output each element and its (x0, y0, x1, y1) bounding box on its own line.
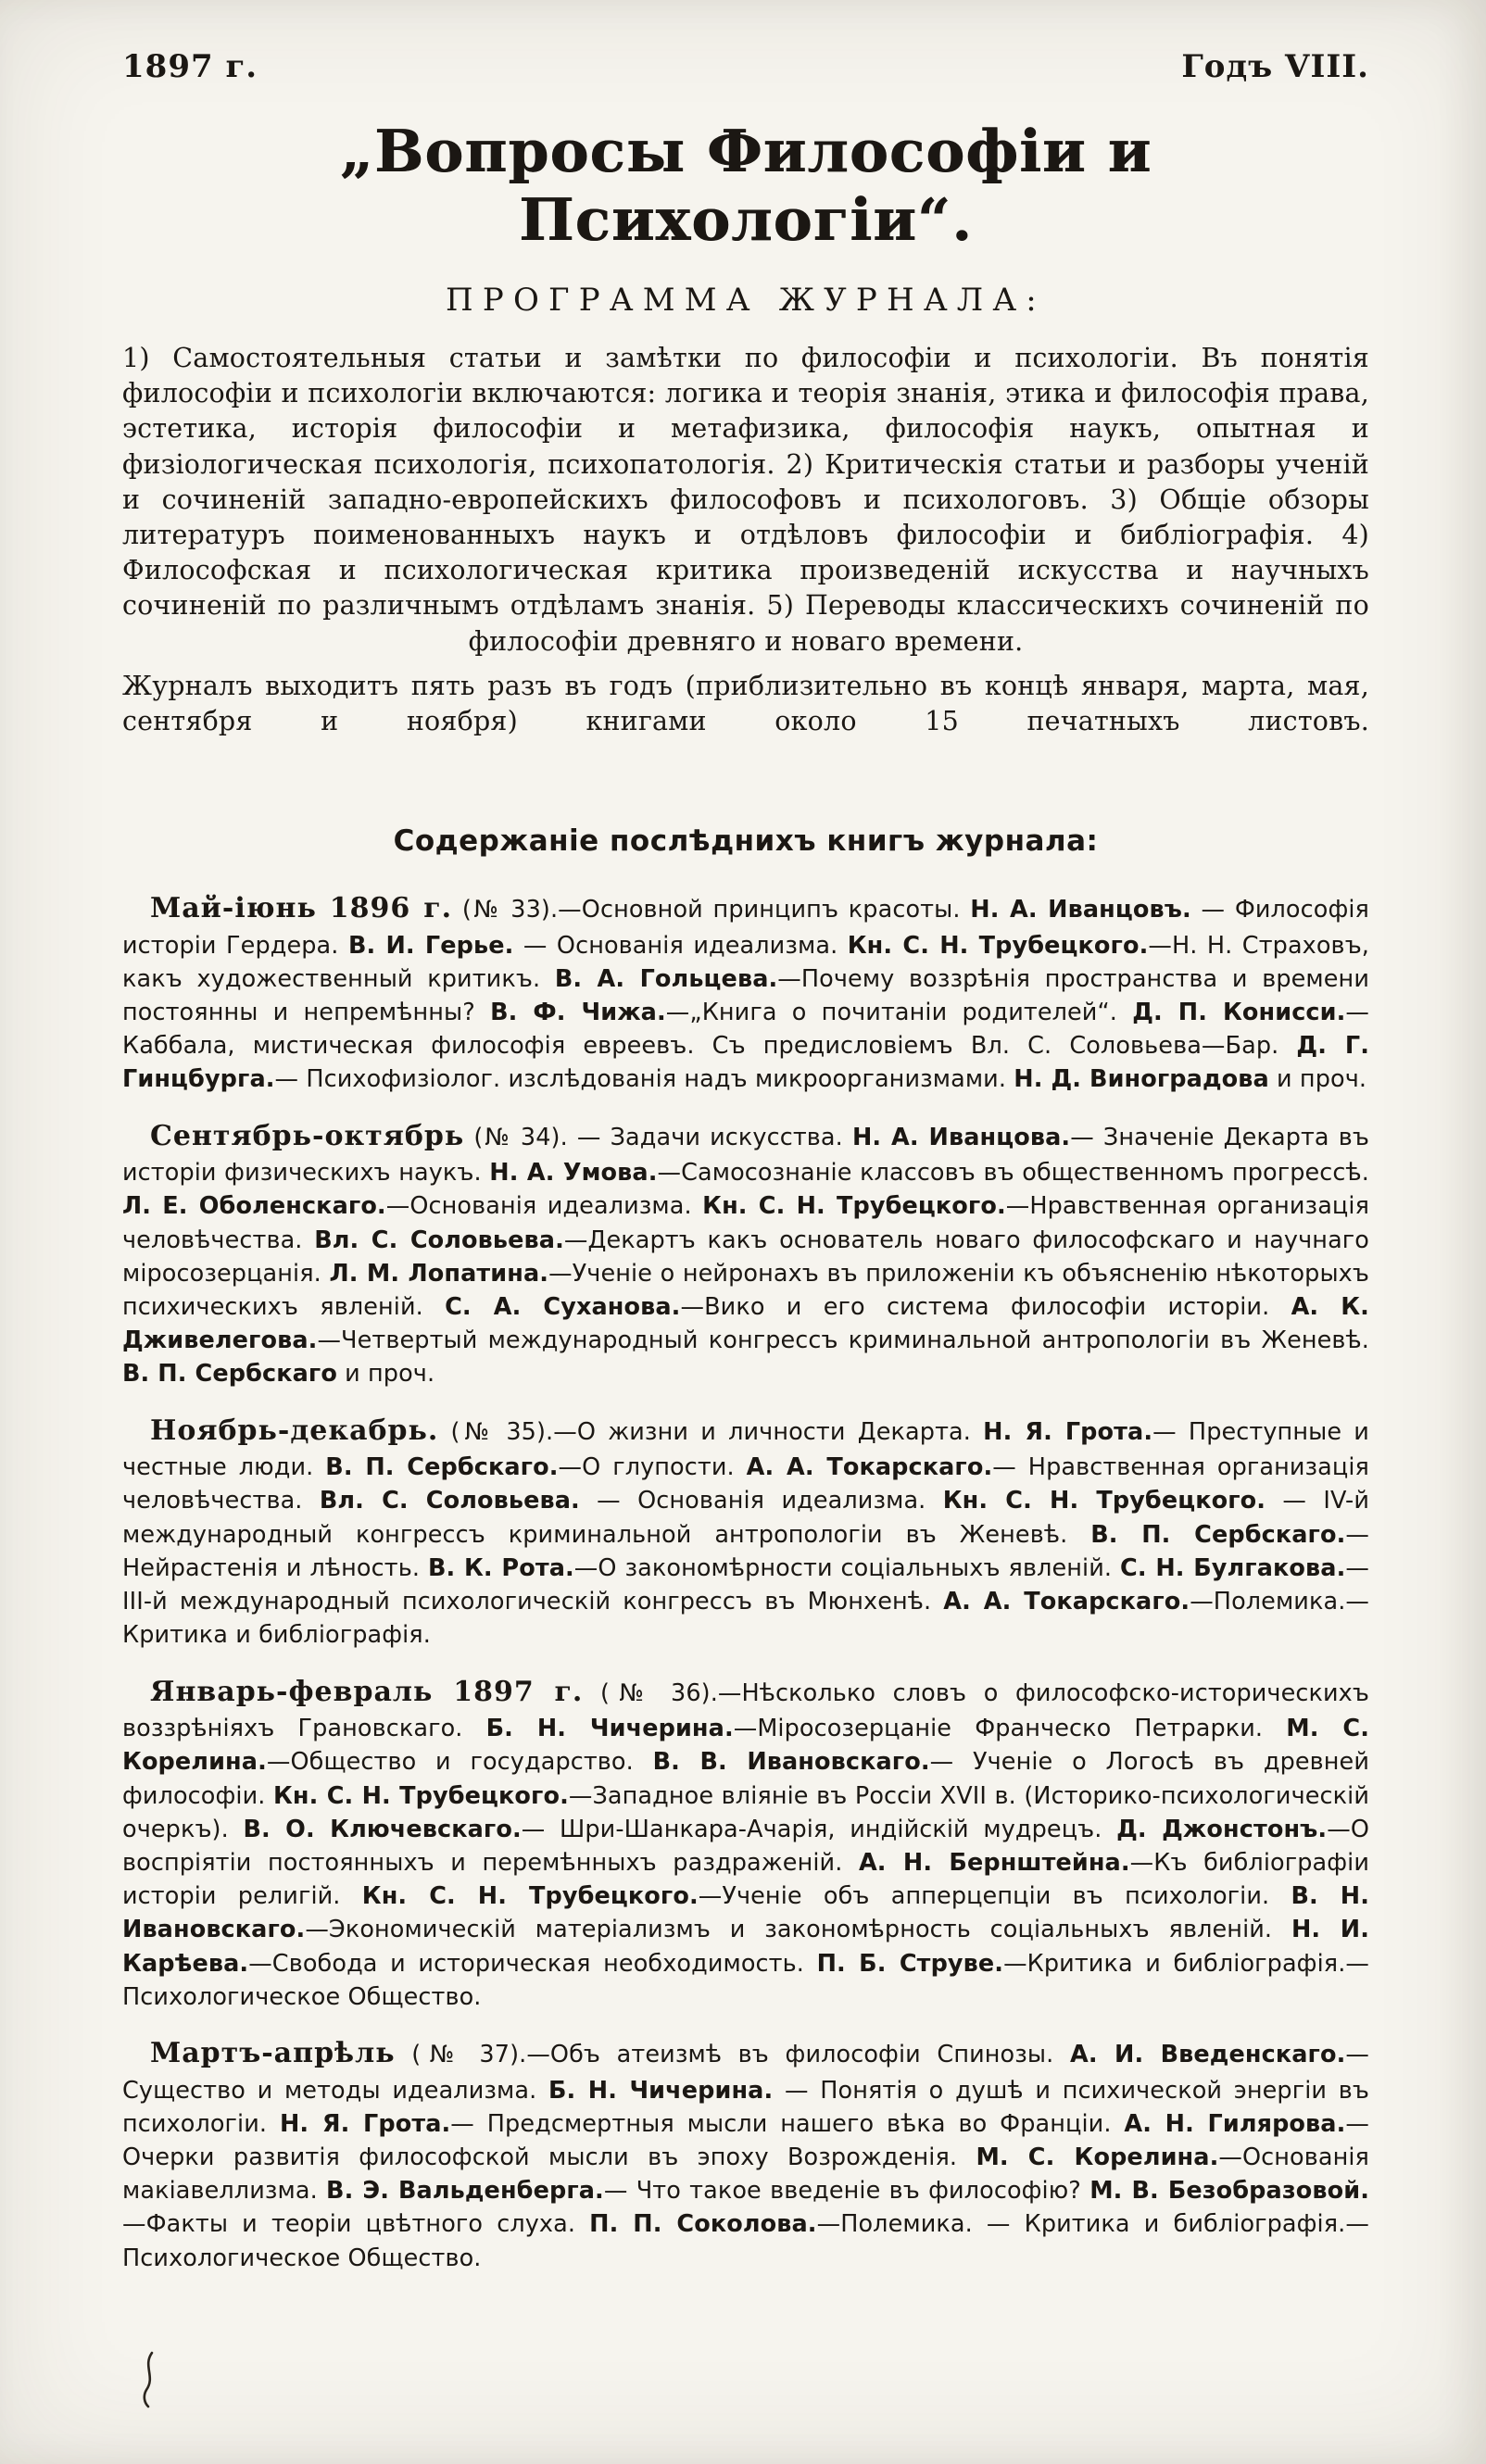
journal-title: „Вопросы Философіи и Психологіи“. (339, 117, 1152, 254)
entry-text: — IV-й международный конгрессъ криминальной антропологіи въ Женевѣ. (122, 1487, 1370, 1549)
author-name: М. В. Безобразовой. (1089, 2177, 1369, 2206)
entry-text: —Нравственная организація человѣчества. (122, 1192, 1370, 1254)
entry-text: —Нейрастенія и лѣность. (122, 1520, 1369, 1582)
author-name: В. Ф. Чижа. (490, 999, 666, 1027)
author-name: Д. П. Конисси. (1132, 999, 1346, 1027)
volume-label: Годъ VIII. (1181, 48, 1369, 85)
entry-text: — Шри-Шанкара-Ачарія, индійскій мудрецъ. (521, 1815, 1117, 1843)
entry-text: — Преступные и честные люди. (122, 1417, 1369, 1482)
entry-text: —Ученіе о нейронахъ въ приложеніи къ объясненію нѣкоторыхъ психическихъ явленій. (122, 1259, 1369, 1322)
entry-text: — Что такое введеніе въ философію? (603, 2177, 1090, 2206)
handwritten-ink-mark (137, 2351, 163, 2408)
entry-text: —Почему воззрѣнія пространства и времени постоянны и непремѣнны? (122, 964, 1369, 1027)
author-name: В. П. Сербскаго. (1090, 1520, 1346, 1549)
author-name: Н. А. Умова. (489, 1159, 658, 1188)
author-name: А. К. Дживелегова. (122, 1293, 1369, 1355)
entry-text: (№ 33).—Основной принципъ красоты. (452, 896, 971, 924)
contents-entry (122, 1673, 1369, 2014)
entry-text: —Существо и методы идеализма. (122, 2040, 1369, 2105)
entry-text: — Нравственная организація человѣчества. (122, 1453, 1369, 1515)
contents-heading: Содержаніе послѣднихъ книгъ журнала: (393, 824, 1099, 859)
author-name: В. К. Рота. (427, 1553, 574, 1582)
author-name: А. А. Токарскаго. (943, 1588, 1190, 1616)
entry-text: —Декартъ какъ основатель новаго философскаго и научнаго міросозерцанія. (122, 1226, 1369, 1288)
author-name: Кн. С. Н. Трубецкого. (272, 1781, 569, 1810)
page-header (122, 48, 1369, 85)
entry-text: (№ 36).—Нѣсколько словъ о философско-историческихъ воззрѣніяхъ Грановскаго. (122, 1678, 1369, 1743)
entry-text: —Полемика.— Критика и библіографія. (122, 1588, 1370, 1650)
author-name: Н. Я. Грота. (983, 1417, 1153, 1446)
contents-entry (122, 1412, 1369, 1653)
author-name: В. А. Гольцева. (554, 964, 778, 993)
author-name: Н. Д. Виноградова (1014, 1065, 1269, 1094)
entry-text: — Психофизіолог. изслѣдованія надъ микроорганизмами. (274, 1065, 1014, 1094)
author-name: В. В. Ивановскаго. (652, 1748, 930, 1777)
entry-text: —Н. Н. Страховъ, какъ художественный критикъ. (122, 931, 1370, 993)
publication-schedule-text: Журналъ выходитъ пять разъ въ годъ (приблизительно въ концѣ января, марта, мая, сентября и ноября) книгами около 15 печатныхъ листовъ. (122, 670, 1369, 736)
entry-text: —Полемика. — Критика и библіографія.— Психологическое Общество. (122, 2210, 1369, 2272)
entry-text: —Четвертый международный конгрессъ криминальной антропологіи въ Женевѣ. (317, 1326, 1369, 1355)
author-name: В. Э. Вальденберга. (326, 2177, 604, 2206)
contents-entry (122, 1117, 1369, 1391)
entry-text: — Значеніе Декарта въ исторіи физическихъ наукъ. (122, 1123, 1369, 1188)
author-name: Н. А. Иванцовъ. (970, 896, 1191, 924)
entry-text: —Каббала, мистическая философія евреевъ. Съ предисловіемъ Вл. С. Соловьева—Бар. (122, 999, 1369, 1061)
author-name: Н. А. Иванцова. (851, 1123, 1071, 1151)
entry-issue-label: Январь-февраль 1897 г. (150, 1675, 584, 1708)
entry-text: — Философія исторіи Гердера. (122, 896, 1369, 960)
entry-text: —Къ библіографіи исторіи религій. (122, 1848, 1369, 1911)
entry-text: —III-й международный психологическій конгрессъ въ Мюнхенѣ. (122, 1553, 1369, 1616)
author-name: А. И. Введенскаго. (1069, 2040, 1346, 2068)
entry-text: — Основанія идеализма. (579, 1487, 943, 1515)
author-name: В. Н. Ивановскаго. (122, 1882, 1370, 1944)
author-name: М. С. Корелина. (122, 1715, 1369, 1777)
entry-text: —Общество и государство. (266, 1748, 653, 1777)
entry-text: —Ученіе объ апперцепціи въ психологіи. (698, 1882, 1291, 1911)
entry-text: —Очерки развитія философской мысли въ эпоху Возрожденія. (122, 2109, 1369, 2171)
author-name: Л. М. Лопатина. (329, 1259, 549, 1288)
author-name: А. Н. Гилярова. (1124, 2109, 1346, 2138)
year-label: 1897 г. (122, 48, 258, 85)
author-name: Н. Я. Грота. (279, 2109, 451, 2138)
author-name: Кн. С. Н. Трубецкого. (361, 1882, 699, 1911)
author-name: П. Б. Струве. (816, 1949, 1004, 1978)
author-name: М. С. Корелина. (976, 2143, 1219, 2171)
contents-list (122, 889, 1369, 2275)
program-text: 1) Самостоятельныя статьи и замѣтки по философіи и психологіи. Въ понятія философіи и психологіи включаются: логика и теорія знанія, этика и философія права, эстетика, исторія философіи и метафизика, философія наукъ, опытная и физіологическая психологія, психопатологія. 2) Критическія статьи и разборы ученій и сочиненій западно-европейскихъ философовъ и психологовъ. 3) Общіе обзоры литературъ поименованныхъ наукъ и отдѣловъ философіи и библіографія. 4) Философская и психологическая критика произведеній искусства и научныхъ сочиненій по различнымъ отдѣламъ знанія. 5) Переводы классическихъ сочиненій по философіи древняго и новаго времени. (122, 343, 1369, 657)
contents-entry (122, 2034, 1369, 2275)
author-name: Кн. С. Н. Трубецкого. (942, 1487, 1266, 1515)
contents-entry (122, 889, 1369, 1097)
entry-text: (№ 37).—Объ атеизмѣ въ философіи Спинозы. (395, 2040, 1070, 2068)
author-name: Кн. С. Н. Трубецкого. (847, 931, 1149, 960)
entry-text: — Ученіе о Логосѣ въ древней философіи. (122, 1748, 1370, 1810)
author-name: А. Н. Бернштейна. (858, 1848, 1130, 1877)
entry-text: — Понятія о душѣ и психической энергіи въ психологіи. (122, 2076, 1369, 2138)
entry-text: —Факты и теоріи цвѣтного слуха. (122, 2210, 590, 2239)
entry-issue-label: Сентябрь-октябрь (150, 1119, 465, 1152)
author-name: Кн. С. Н. Трубецкого. (702, 1192, 1006, 1221)
author-name: П. П. Соколова. (589, 2210, 817, 2239)
author-name: Д. Джонстонъ. (1116, 1815, 1328, 1843)
program-heading: ПРОГРАММА ЖУРНАЛА: (446, 282, 1046, 319)
entry-text: —О воспріятіи постоянныхъ и перемѣнныхъ раздраженій. (122, 1815, 1369, 1877)
author-name: Б. Н. Чичерина. (548, 2076, 774, 2105)
entry-text: и проч. (336, 1360, 435, 1389)
entry-text: (№ 35).—О жизни и личности Декарта. (438, 1417, 984, 1446)
author-name: Л. Е. Оболенскаго. (122, 1192, 386, 1221)
entry-issue-label: Ноябрь-декабрь. (150, 1414, 439, 1447)
entry-issue-label: Мартъ-апрѣль (150, 2036, 396, 2069)
author-name: В. И. Герье. (347, 931, 514, 960)
author-name: Вл. С. Соловьева. (314, 1226, 564, 1254)
entry-issue-label: Май-іюнь 1896 г. (150, 892, 453, 925)
entry-text: —Экономическій матеріализмъ и закономѣрность соціальныхъ явленій. (305, 1916, 1291, 1944)
entry-text: —Самосознаніе классовъ въ общественномъ прогрессѣ. (657, 1159, 1369, 1188)
entry-text: —Основанія идеализма. (385, 1192, 703, 1221)
author-name: В. П. Сербскаго (122, 1360, 337, 1389)
author-name: А. А. Токарскаго. (746, 1453, 993, 1482)
entry-text: —Вико и его система философіи исторіи. (680, 1293, 1291, 1322)
author-name: Вл. С. Соловьева. (319, 1487, 580, 1515)
entry-text: —Критика и библіографія.—Психологическое Общество. (122, 1949, 1370, 2011)
author-name: С. Н. Булгакова. (1120, 1553, 1346, 1582)
entry-text: (№ 34). — Задачи искусства. (464, 1123, 852, 1151)
entry-text: —Міросозерцаніе Франческо Петрарки. (733, 1715, 1287, 1743)
author-name: В. П. Сербскаго. (325, 1453, 559, 1482)
entry-text: — Предсмертныя мысли нашего вѣка во Франціи. (450, 2109, 1125, 2138)
author-name: Н. И. Карѣева. (122, 1916, 1370, 1978)
entry-text: —Свобода и историческая необходимость. (248, 1949, 817, 1978)
entry-text: — Основанія идеализма. (513, 931, 848, 960)
entry-text: —„Книга о почитаніи родителей“. (665, 999, 1133, 1027)
author-name: С. А. Суханова. (445, 1293, 681, 1322)
entry-text: и проч. (1268, 1065, 1367, 1094)
entry-text: —Западное вліяніе въ Россіи XVII в. (Историко-психологическій очеркъ). (122, 1781, 1369, 1843)
author-name: Б. Н. Чичерина. (485, 1715, 734, 1743)
entry-text: —Основанія макіавеллизма. (122, 2143, 1369, 2206)
author-name: Д. Г. Гинцбурга. (122, 1032, 1369, 1094)
entry-text: —О закономѣрности соціальныхъ явленій. (573, 1553, 1121, 1582)
entry-text: —О глупости. (558, 1453, 747, 1482)
author-name: В. О. Ключевскаго. (243, 1815, 522, 1843)
